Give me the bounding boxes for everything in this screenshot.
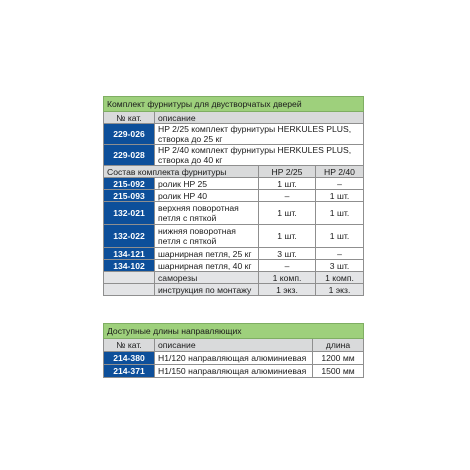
kit-row [104, 145, 364, 166]
component-description: ролик HP 40 [155, 190, 259, 202]
column-header-row [104, 112, 364, 124]
rail-row [104, 365, 364, 378]
hp40-qty: 1 шт. [316, 202, 364, 225]
rail-description: H1/150 направляющая алюминиевая [155, 365, 313, 378]
component-description: нижняя поворотная петля с пяткой [155, 225, 259, 248]
col-cat-header: № кат. [104, 112, 155, 124]
section-title: Комплект фурнитуры для двустворчатых дверей [104, 97, 364, 112]
catalog-code-empty [104, 272, 155, 284]
hp25-qty: 1 комп. [259, 272, 316, 284]
hp25-qty: 1 шт. [259, 178, 316, 190]
catalog-code: 214-380 [104, 352, 155, 365]
col-hp40-header: HP 2/40 [316, 166, 364, 178]
hp25-qty: – [259, 190, 316, 202]
catalog-code: 229-028 [104, 145, 155, 166]
component-description: шарнирная петля, 40 кг [155, 260, 259, 272]
kit-description: HP 2/25 комплект фурнитуры HERKULES PLUS, створка до 25 кг [155, 124, 364, 145]
hp40-qty: 3 шт. [316, 260, 364, 272]
catalog-code: 132-021 [104, 202, 155, 225]
col-hp25-header: HP 2/25 [259, 166, 316, 178]
rail-description: H1/120 направляющая алюминиевая [155, 352, 313, 365]
catalog-code-empty [104, 284, 155, 296]
catalog-code: 215-092 [104, 178, 155, 190]
catalog-code: 134-121 [104, 248, 155, 260]
hp40-qty: – [316, 178, 364, 190]
component-row [104, 284, 364, 296]
component-description: ролик HP 25 [155, 178, 259, 190]
component-row [104, 272, 364, 284]
hp25-qty: 3 шт. [259, 248, 316, 260]
component-description: верхняя поворотная петля с пяткой [155, 202, 259, 225]
catalog-code: 214-371 [104, 365, 155, 378]
rail-length: 1200 мм [313, 352, 364, 365]
col-length-header: длина [313, 339, 364, 352]
catalog-code: 132-022 [104, 225, 155, 248]
column-header-row [104, 339, 364, 352]
component-row [104, 190, 364, 202]
kit-description: HP 2/40 комплект фурнитуры HERKULES PLUS, створка до 40 кг [155, 145, 364, 166]
component-description: инструкция по монтажу [155, 284, 259, 296]
kit-row [104, 124, 364, 145]
catalog-code: 134-102 [104, 260, 155, 272]
hp25-qty: – [259, 260, 316, 272]
hp40-qty: – [316, 248, 364, 260]
hp25-qty: 1 шт. [259, 202, 316, 225]
catalog-code: 215-093 [104, 190, 155, 202]
rail-length: 1500 мм [313, 365, 364, 378]
section-header-row [104, 97, 364, 112]
rail-row [104, 352, 364, 365]
component-description: шарнирная петля, 25 кг [155, 248, 259, 260]
composition-header: Состав комплекта фурнитуры [104, 166, 259, 178]
col-desc-header: описание [155, 112, 364, 124]
section-header-row [104, 324, 364, 339]
hp40-qty: 1 шт. [316, 190, 364, 202]
col-desc-header: описание [155, 339, 313, 352]
hp25-qty: 1 экз. [259, 284, 316, 296]
hardware-kit-table [103, 96, 364, 296]
hp40-qty: 1 шт. [316, 225, 364, 248]
hp40-qty: 1 комп. [316, 272, 364, 284]
component-row [104, 260, 364, 272]
col-cat-header: № кат. [104, 339, 155, 352]
section-title: Доступные длины направляющих [104, 324, 364, 339]
component-row [104, 248, 364, 260]
rail-lengths-table [103, 323, 364, 378]
catalog-code: 229-026 [104, 124, 155, 145]
component-row [104, 202, 364, 225]
hp25-qty: 1 шт. [259, 225, 316, 248]
component-row [104, 178, 364, 190]
component-row [104, 225, 364, 248]
composition-header-row [104, 166, 364, 178]
hp40-qty: 1 экз. [316, 284, 364, 296]
component-description: саморезы [155, 272, 259, 284]
